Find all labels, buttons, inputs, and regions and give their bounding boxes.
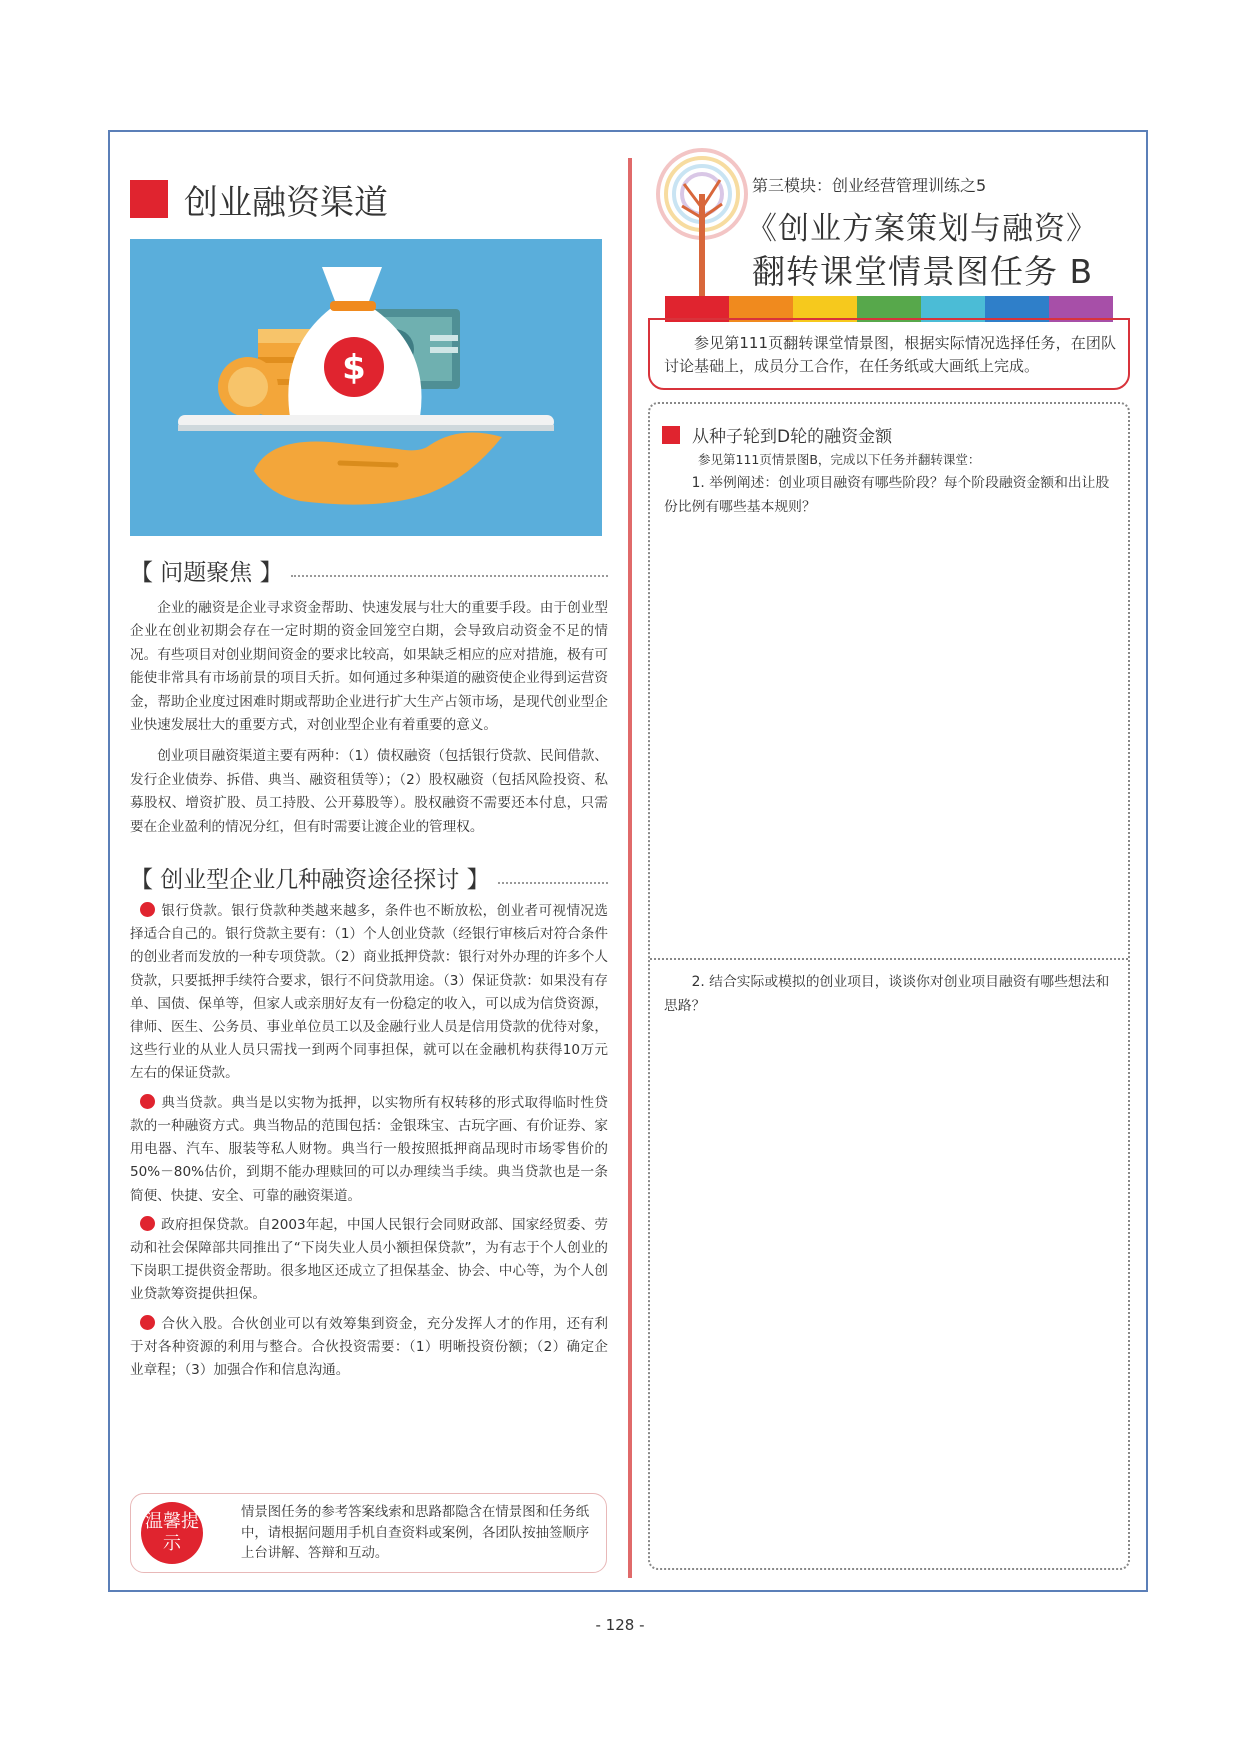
task-box bbox=[648, 402, 1130, 1570]
red-bullet-icon bbox=[140, 1315, 155, 1330]
module-label: 第三模块：创业经营管理训练之5 bbox=[752, 176, 987, 195]
red-bullet-icon bbox=[140, 1216, 155, 1231]
dollar-sign-icon: $ bbox=[342, 348, 366, 388]
focus-paragraph-2: 创业项目融资渠道主要有两种：（1）债权融资（包括银行贷款、民间借款、发行企业债券、拆借、典当、融资租赁等）；（2）股权融资（包括风险投资、私募股权、增资扩股、员工持股、公开募股等）。股权融资不需要还本付息，只需要在企业盈利的情况分红，但有时需要让渡企业的管理权。 bbox=[130, 748, 608, 835]
bullet-text: 合伙入股。合伙创业可以有效筹集到资金，充分发挥人才的作用，还有利于对各种资源的利用与整合。合伙投资需要：（1）明晰投资份额；（2）确定企业章程；（3）加强合作和信息沟通。 bbox=[130, 1315, 608, 1378]
intro-text: 参见第111页翻转课堂情景图，根据实际情况选择任务，在团队讨论基础上，成员分工合作，在任务纸或大画纸上完成。 bbox=[664, 334, 1116, 375]
red-square-icon bbox=[130, 180, 168, 218]
dotted-rule bbox=[498, 882, 608, 884]
question-2: 2. 结合实际或模拟的创业项目，谈谈你对创业项目融资有哪些想法和思路？ bbox=[664, 974, 1110, 1014]
explore-heading-text: 【 创业型企业几种融资途径探讨 】 bbox=[130, 867, 490, 894]
tree-logo-icon bbox=[654, 148, 750, 298]
dotted-divider bbox=[650, 958, 1128, 960]
intro-box bbox=[648, 318, 1130, 390]
left-column bbox=[130, 175, 608, 1382]
bullet-text: 典当贷款。典当是以实物为抵押，以实物所有权转移的形式取得临时性贷款的一种融资方式。典当物品的范围包括：金银珠宝、古玩字画、有价证券、家用电器、汽车、服装等私人财物。典当行一般按照抵押商品现时市场零售价的50%－80%估价，到期不能办理赎回的可以办理续当手续。典当贷款也是一条简便、快捷、安全、可靠的融资渠道。 bbox=[130, 1094, 608, 1204]
list-item bbox=[130, 900, 608, 1086]
question-1: 1. 举例阐述：创业项目融资有哪些阶段？每个阶段融资金额和出让股份比例有哪些基本规则？ bbox=[664, 475, 1110, 515]
column-divider bbox=[628, 158, 632, 1578]
explore-heading bbox=[130, 861, 608, 894]
focus-heading-text: 【 问题聚焦 】 bbox=[130, 560, 283, 586]
bullet-text: 银行贷款。银行贷款种类越来越多，条件也不断放松，创业者可视情况选择适合自己的。银行贷款主要有：（1）个人创业贷款（经银行审核后对符合条件的创业者而发放的一种专项贷款。（2）商业抵押贷款：银行对外办理的许多个人贷款，只要抵押手续符合要求，银行不问贷款用途。（3）保证贷款：如果没有存单、国债、保单等，但家人或亲朋好友有一份稳定的收入，可以成为信贷资源，律师、医生、公务员、事业单位员工以及金融行业人员是信用贷款的优待对象，这些行业的从业人员只需找一到两个同事担保，就可以在金融机构获得10万元左右的保证贷款。 bbox=[130, 903, 608, 1082]
task-heading bbox=[662, 422, 892, 447]
bullet-text: 政府担保贷款。自2003年起，中国人民银行会同财政部、国家经贸委、劳动和社会保障部共同推出了“下岗失业人员小额担保贷款”，为有志于个人创业的下岗职工提供资金帮助。很多地区还成立了担保基金、协会、中心等，为个人创业贷款筹资提供担保。 bbox=[130, 1216, 608, 1303]
page-number: - 128 - bbox=[595, 1616, 645, 1634]
tip-text: 情景图任务的参考答案线索和思路都隐含在情景图和任务纸中，请根据问题用手机自查资料或案例，各团队按抽签顺序上台讲解、答辩和互动。 bbox=[241, 1505, 590, 1561]
dotted-rule bbox=[291, 575, 608, 577]
list-item bbox=[130, 1214, 608, 1307]
book-title: 《创业方案策划与融资》 bbox=[746, 211, 1098, 247]
focus-heading bbox=[130, 554, 608, 587]
task-heading-text: 从种子轮到D轮的融资金额 bbox=[692, 427, 893, 447]
red-square-icon bbox=[662, 426, 680, 444]
task-title: 翻转课堂情景图任务 B bbox=[752, 252, 1094, 291]
section-title-text: 创业融资渠道 bbox=[184, 182, 388, 223]
red-bullet-icon bbox=[140, 1094, 155, 1109]
task-subtitle: 参见第111页情景图B，完成以下任务并翻转课堂： bbox=[698, 452, 981, 467]
red-bullet-icon bbox=[140, 902, 155, 917]
tip-box bbox=[130, 1493, 607, 1573]
hero-illustration bbox=[130, 239, 602, 536]
money-bag-hand-illustration bbox=[130, 239, 602, 536]
focus-paragraph-1: 企业的融资是企业寻求资金帮助、快速发展与壮大的重要手段。由于创业型企业在创业初期会存在一定时期的资金回笼空白期，会导致启动资金不足的情况。有些项目对创业期间资金的要求比较高，如果缺乏相应的应对措施，极有可能使非常具有市场前景的项目夭折。如何通过多种渠道的融资使企业得到运营资金，帮助企业度过困难时期或帮助企业进行扩大生产占领市场，是现代创业型企业快速发展壮大的重要方式，对创业型企业有着重要的意义。 bbox=[130, 600, 608, 734]
list-item bbox=[130, 1313, 608, 1383]
list-item bbox=[130, 1092, 608, 1208]
tip-badge: 温馨提示 bbox=[141, 1502, 203, 1564]
section-title bbox=[130, 175, 608, 223]
